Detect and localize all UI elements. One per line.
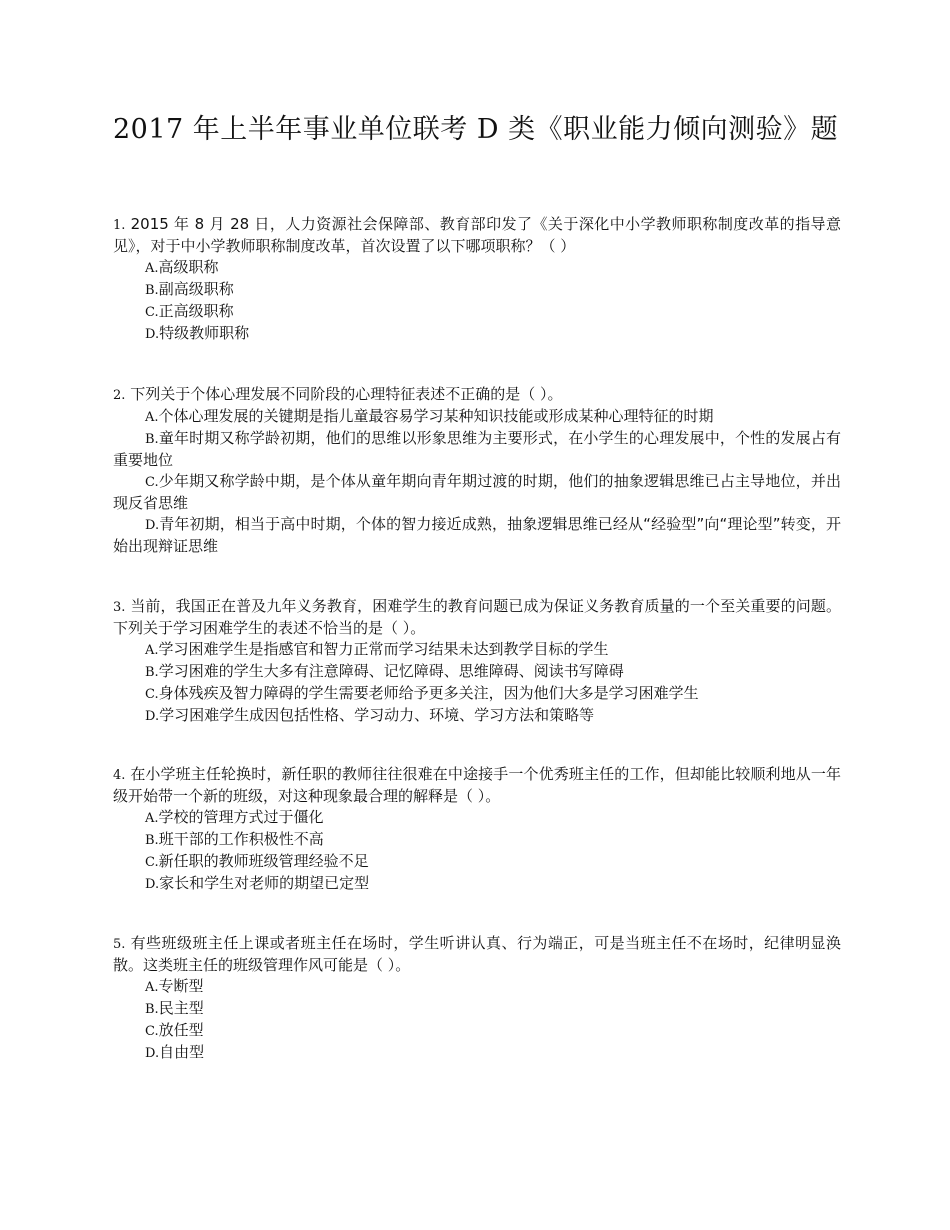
question-3 [113, 596, 841, 727]
question-number: 1. [113, 218, 126, 233]
option-text: 放任型 [158, 1021, 204, 1039]
option-letter: A. [145, 410, 159, 425]
option-d [113, 514, 841, 557]
option-text: 高级职称 [158, 258, 219, 276]
option-letter: C. [145, 1024, 159, 1039]
option-c [113, 683, 841, 705]
option-letter: D. [145, 709, 160, 724]
question-number: 3. [113, 600, 126, 615]
option-text: 家长和学生对老师的期望已定型 [159, 874, 370, 892]
option-text: 身体残疾及智力障碍的学生需要老师给予更多关注，因为他们大多是学习困难学生 [158, 684, 699, 702]
option-a [113, 807, 841, 829]
option-d [113, 323, 841, 345]
question-text: 在小学班主任轮换时，新任职的教师往往很难在中途接手一个优秀班主任的工作，但却能比较顺利地从一年级开始带一个新的班级，对这种现象最合理的解释是（ ）。 [113, 765, 841, 805]
option-letter: A. [145, 643, 159, 658]
option-b [113, 661, 841, 683]
option-text: 个体心理发展的关键期是指儿童最容易学习某种知识技能或形成某种心理特征的时期 [158, 407, 714, 425]
option-text: 正高级职称 [158, 302, 234, 320]
question-text: 下列关于个体心理发展不同阶段的心理特征表述不正确的是（ ）。 [130, 385, 563, 403]
option-a [113, 639, 841, 661]
option-letter: D. [145, 1046, 160, 1061]
question-stem [113, 214, 841, 257]
option-text: 青年初期，相当于高中时期，个体的智力接近成熟，抽象逻辑思维已经从“经验型”向“理论型”转变，开始出现辩证思维 [113, 515, 841, 555]
option-c [113, 471, 841, 514]
option-letter: D. [145, 327, 160, 342]
question-1 [113, 214, 841, 345]
question-stem [113, 384, 841, 406]
option-b [113, 998, 841, 1020]
option-text: 学校的管理方式过于僵化 [158, 808, 324, 826]
option-letter: D. [145, 877, 160, 892]
option-text: 特级教师职称 [159, 324, 250, 342]
option-letter: B. [145, 1002, 159, 1017]
option-a [113, 976, 841, 998]
question-stem [113, 764, 841, 807]
question-stem [113, 933, 841, 976]
option-letter: B. [145, 665, 159, 680]
option-text: 学习困难学生成因包括性格、学习动力、环境、学习方法和策略等 [159, 706, 595, 724]
option-text: 学习困难学生是指感官和智力正常而学习结果未达到教学目标的学生 [158, 640, 609, 658]
question-text: 2015 年 8 月 28 日，人力资源社会保障部、教育部印发了《关于深化中小学教师职称制度改革的指导意见》，对于中小学教师职称制度改革，首次设置了以下哪项职称？（ ） [113, 215, 841, 255]
option-text: 副高级职称 [158, 280, 234, 298]
option-letter: C. [145, 305, 159, 320]
option-text: 专断型 [158, 977, 204, 995]
option-b [113, 279, 841, 301]
question-4 [113, 764, 841, 895]
option-letter: C. [145, 687, 159, 702]
option-text: 民主型 [158, 999, 204, 1017]
option-d [113, 705, 841, 727]
option-c [113, 301, 841, 323]
option-text: 少年期又称学龄中期，是个体从童年期向青年期过渡的时期，他们的抽象逻辑思维已占主导地位，并出现反省思维 [113, 472, 841, 512]
option-c [113, 1020, 841, 1042]
option-letter: C. [145, 855, 159, 870]
option-a [113, 257, 841, 279]
option-text: 童年时期又称学龄初期，他们的思维以形象思维为主要形式，在小学生的心理发展中，个性的发展占有重要地位 [113, 429, 841, 469]
option-d [113, 873, 841, 895]
question-text: 有些班级班主任上课或者班主任在场时，学生听讲认真、行为端正，可是当班主任不在场时，纪律明显涣散。这类班主任的班级管理作风可能是（ ）。 [113, 934, 841, 974]
option-b [113, 829, 841, 851]
question-number: 4. [113, 768, 126, 783]
option-text: 学习困难的学生大多有注意障碍、记忆障碍、思维障碍、阅读书写障碍 [158, 662, 624, 680]
option-letter: B. [145, 283, 159, 298]
option-letter: A. [145, 811, 159, 826]
question-stem [113, 596, 841, 639]
option-a [113, 406, 841, 428]
option-letter: B. [145, 432, 159, 447]
document-title: 2017 年上半年事业单位联考 D 类《职业能力倾向测验》题 [113, 114, 839, 145]
option-letter: B. [145, 833, 159, 848]
option-text: 新任职的教师班级管理经验不足 [158, 852, 369, 870]
option-letter: A. [145, 980, 159, 995]
option-text: 班干部的工作积极性不高 [158, 830, 324, 848]
option-letter: D. [145, 518, 160, 533]
option-text: 自由型 [159, 1043, 205, 1061]
option-c [113, 851, 841, 873]
option-b [113, 428, 841, 471]
option-letter: A. [145, 261, 159, 276]
option-d [113, 1042, 841, 1064]
question-2 [113, 384, 841, 557]
question-number: 5. [113, 937, 126, 952]
question-text: 当前，我国正在普及九年义务教育，困难学生的教育问题已成为保证义务教育质量的一个至关重要的问题。下列关于学习困难学生的表述不恰当的是（ ）。 [113, 597, 841, 637]
question-number: 2. [113, 388, 126, 403]
option-letter: C. [145, 475, 159, 490]
question-5 [113, 933, 841, 1064]
